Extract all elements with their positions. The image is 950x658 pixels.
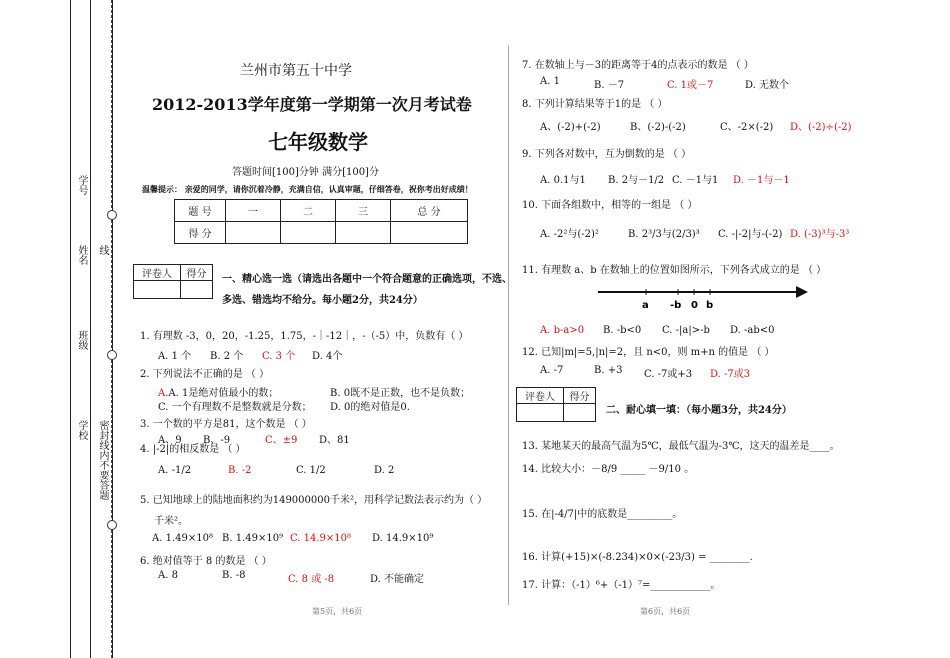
q3-option-b: B、-9 — [203, 435, 231, 446]
q9-option-d: D. －1与－1 — [733, 175, 790, 186]
tip-text: 温馨提示： 亲爱的同学，请你沉着冷静，充满自信，认真审题，仔细答卷，祝你考出好成绩！ — [142, 184, 473, 194]
axis-label-a: a — [642, 300, 649, 310]
score-table-cell[interactable] — [281, 222, 336, 244]
line-label: 线 — [97, 245, 108, 255]
q8-option-d: D、(-2)÷(-2) — [790, 122, 852, 133]
score-cell[interactable] — [564, 404, 596, 422]
score-table-cell[interactable] — [336, 222, 391, 244]
q10-option-a: A. -2²与(-2)² — [540, 229, 599, 240]
q7-option-a: A. 1 — [540, 76, 560, 87]
q1-option-b: B. 2 个 — [210, 351, 244, 362]
score-table-cell: 一 — [226, 200, 281, 222]
q9-option-a: A. 0.1与1 — [540, 175, 586, 186]
seal-circle — [107, 520, 117, 530]
q1-option-d: D. 4个 — [312, 351, 343, 362]
section1-title-line2: 多选、错选均不给分。每小题2分，共24分） — [222, 295, 423, 306]
page-divider — [508, 45, 509, 605]
page-number-right: 第6页，共6页 — [640, 607, 691, 616]
exam-no-label: 学号 — [76, 175, 87, 195]
q11-option-c: C. -|a|>-b — [662, 325, 710, 336]
q5-unit: 千米²。 — [154, 516, 189, 527]
q4-option-a: A. -1/2 — [158, 465, 192, 476]
q8-option-c: C、-2×(-2) — [720, 122, 774, 133]
q12-option-d: D. -7或3 — [710, 369, 751, 380]
q10-option-d: D. (-3)³与-3³ — [790, 229, 850, 240]
q11-option-a: A. b-a>0 — [540, 325, 585, 336]
section2-title: 二、耐心填一填：（每小题3分，共24分） — [606, 405, 792, 416]
question-8: 8. 下列计算结果等于1的是 （ ） — [522, 99, 668, 110]
question-9: 9. 下列各对数中，互为倒数的是 （ ） — [522, 149, 692, 160]
axis-label-b: b — [706, 300, 714, 310]
exam-title: 2012-2013学年度第一学期第一次月考试卷 — [152, 95, 472, 114]
q8-option-b: B、(-2)-(-2) — [630, 122, 686, 133]
q3-option-d: D、81 — [319, 435, 350, 446]
q2-option-c: C. 一个有理数不是整数就是分数； — [158, 402, 312, 413]
q5-option-c: C. 14.9×10⁸ — [290, 533, 352, 544]
school-label: 学校 — [76, 420, 87, 440]
q4-option-c: C. 1/2 — [296, 465, 326, 476]
q3-option-a: A、9 — [158, 435, 182, 446]
q8-option-a: A、(-2)+(-2) — [540, 122, 601, 133]
score-table-cell: 总 分 — [391, 200, 468, 222]
class-label: 班级 — [76, 330, 87, 350]
q5-option-a: A. 1.49×10⁸ — [152, 533, 213, 544]
q2-option-d: D. 0的绝对值是0. — [330, 402, 410, 413]
score-table-cell[interactable] — [226, 222, 281, 244]
question-5: 5. 已知地球上的陆地面积约为149000000千米²，用科学记数法表示约为（ ） — [140, 495, 488, 506]
q11-option-b: B. -b<0 — [603, 325, 642, 336]
question-1: 1. 有理数 -3，0，20，-1.25，1.75，-｜-12｜，-（-5）中，负数有（ ） — [140, 331, 469, 342]
binding-line-1 — [70, 0, 71, 658]
question-6: 6. 绝对值等于 8 的数是 （ ） — [140, 556, 272, 567]
q6-option-d: D. 不能确定 — [370, 574, 425, 585]
number-line-arrow — [796, 286, 808, 298]
score-table-cell: 二 — [281, 200, 336, 222]
question-15: 15. 在|-4/7|中的底数是_________。 — [522, 509, 683, 520]
binding-line-2 — [90, 0, 91, 658]
question-2: 2. 下列说法不正确的是 （ ） — [140, 369, 270, 380]
score-label: 得分 — [564, 388, 596, 404]
subject-title: 七年级数学 — [268, 130, 368, 154]
score-table-cell: 得 分 — [175, 222, 226, 244]
q2-option-b: B. 0既不是正数，也不是负数； — [330, 388, 471, 399]
q12-option-a: A. -7 — [540, 365, 564, 376]
seal-label: 密封线内不要答题 — [97, 420, 108, 500]
score-table-cell[interactable] — [391, 222, 468, 244]
q4-option-d: D. 2 — [374, 465, 395, 476]
question-16: 16. 计算(+15)×(-8.234)×0×(-23/3) = ________. — [522, 552, 753, 563]
score-table — [174, 199, 468, 244]
question-17: 17. 计算：（-1）⁶+（-1）⁷=____________。 — [522, 580, 721, 591]
question-13: 13. 某地某天的最高气温为5℃，最低气温为-3℃，这天的温差是____。 — [522, 441, 840, 452]
reviewer-box-1 — [133, 264, 213, 299]
q10-option-b: B. 2³/3与(2/3)³ — [628, 229, 700, 240]
question-7: 7. 在数轴上与－3的距离等于4的点表示的数是 （ ） — [522, 60, 754, 71]
axis-label-neg-b: -b — [670, 300, 682, 310]
q12-option-c: C. -7或+3 — [644, 369, 693, 380]
q10-option-c: C. -|-2|与-(-2) — [718, 229, 783, 240]
score-label: 得分 — [181, 265, 213, 281]
q6-option-c: C. 8 或 -8 — [288, 574, 335, 585]
seal-dashed-line — [111, 0, 112, 658]
q7-option-b: B. －7 — [594, 80, 625, 91]
reviewer-label: 评卷人 — [134, 265, 181, 281]
q6-option-a: A. 8 — [158, 570, 178, 581]
q6-option-b: B. -8 — [222, 570, 246, 581]
seal-circle — [107, 350, 117, 360]
page-number-left: 第5页，共6页 — [312, 607, 363, 616]
reviewer-cell[interactable] — [134, 281, 181, 299]
question-12: 12. 已知|m|=5,|n|=2，且 n<0，则 m+n 的值是 （ ） — [522, 347, 775, 358]
binding-line-3 — [112, 0, 113, 658]
reviewer-box-2 — [516, 387, 596, 422]
time-score: 答题时间[100]分钟 满分[100]分 — [232, 167, 379, 178]
seal-circle — [107, 210, 117, 220]
question-10: 10. 下面各组数中，相等的一组是 （ ） — [522, 200, 698, 211]
reviewer-cell[interactable] — [517, 404, 564, 422]
q5-option-b: B. 1.49×10⁹ — [222, 533, 284, 544]
axis-label-zero: 0 — [691, 300, 698, 310]
name-label: 姓名 — [76, 245, 87, 265]
question-14: 14. 比较大小：－8/9 _____ －9/10 。 — [522, 464, 695, 475]
q12-option-b: B. +3 — [594, 365, 623, 376]
q1-option-a: A. 1 个 — [158, 351, 192, 362]
question-11: 11. 有理数 a、b 在数轴上的位置如图所示，下列各式成立的是 （ ） — [522, 265, 827, 276]
q4-option-b: B. -2 — [228, 465, 252, 476]
school-name: 兰州市第五十中学 — [240, 63, 352, 79]
q3-option-c: C、±9 — [265, 435, 298, 446]
q7-option-d: D. 无数个 — [745, 80, 790, 91]
reviewer-label: 评卷人 — [517, 388, 564, 404]
score-cell[interactable] — [181, 281, 213, 299]
q7-option-c: C. 1或－7 — [667, 80, 714, 91]
score-table-cell: 题 号 — [175, 200, 226, 222]
score-table-cell: 三 — [336, 200, 391, 222]
q9-option-b: B. 2与－1/2 — [608, 175, 665, 186]
question-4: 4. |-2|的相反数是 （ ） — [140, 444, 246, 455]
q2-option-a: A. 1是绝对值最小的数； — [168, 388, 279, 399]
question-3: 3. 一个数的平方是81，这个数是 （ ） — [140, 419, 312, 430]
q1-option-c: C. 3 个 — [262, 351, 296, 362]
q5-option-d: D. 14.9×10⁹ — [372, 533, 434, 544]
section1-title-line1: 一、精心选一选（请选出各题中一个符合题意的正确选项，不选、 — [222, 274, 512, 285]
number-line — [596, 280, 812, 310]
q11-option-d: D. -ab<0 — [730, 325, 775, 336]
q9-option-c: C. －1与1 — [672, 175, 719, 186]
